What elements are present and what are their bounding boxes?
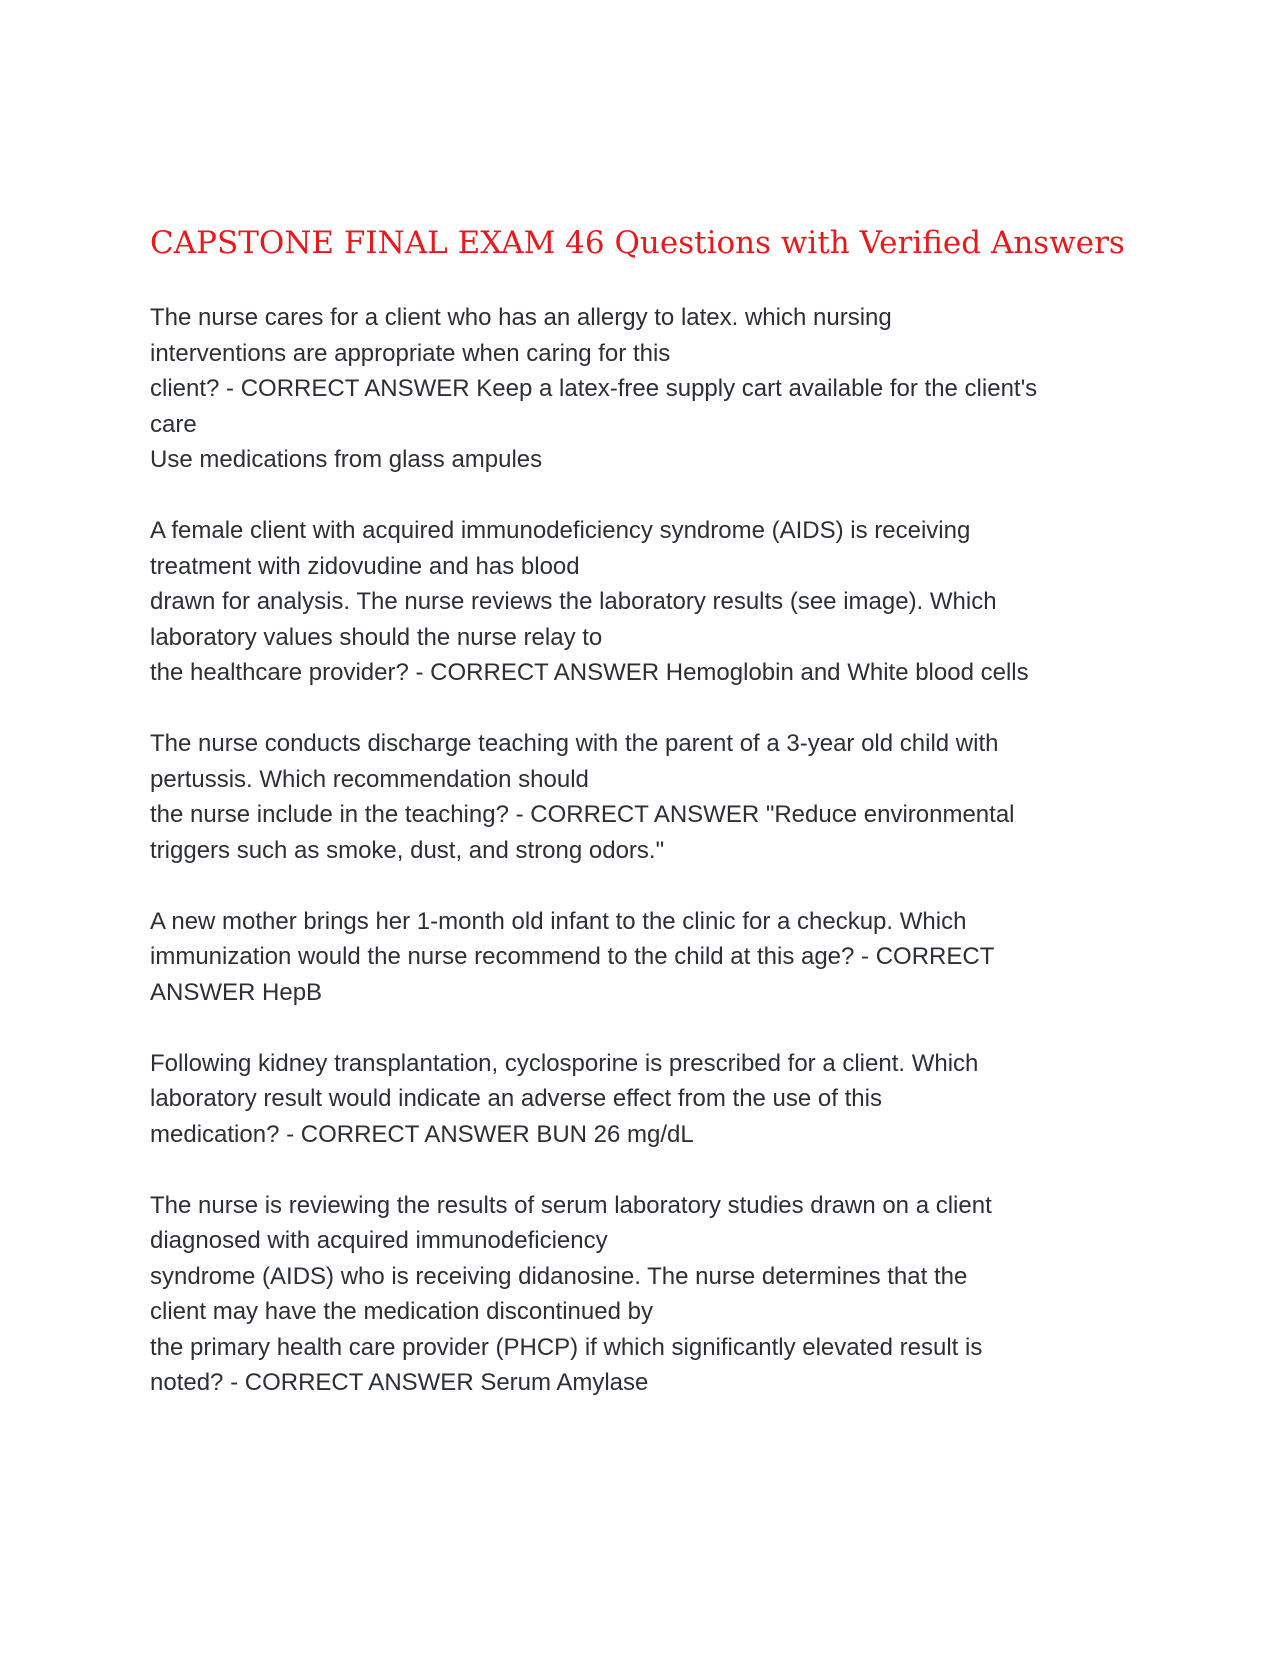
- question-line: treatment with zidovudine and has blood: [150, 552, 580, 580]
- question-line: laboratory values should the nurse relay to: [150, 623, 603, 651]
- question-line: interventions are appropriate when caring for this: [150, 339, 671, 367]
- question-line: immunization would the nurse recommend to the child at this age? - CORRECT: [150, 943, 995, 970]
- answer-line: Use medications from glass ampules: [150, 446, 543, 473]
- question-line: pertussis. Which recommendation should: [150, 765, 589, 793]
- document-body: [150, 300, 1130, 1436]
- question-line: client? - CORRECT ANSWER Keep a latex-free supply cart available for the client's: [150, 375, 1038, 402]
- answer-line: triggers such as smoke, dust, and strong odors.": [150, 836, 665, 864]
- answer-line: medication? - CORRECT ANSWER BUN 26 mg/dL: [150, 1120, 694, 1148]
- answer-line: noted? - CORRECT ANSWER Serum Amylase: [150, 1369, 649, 1396]
- document-title: CAPSTONE FINAL EXAM 46 Questions with Verified Answers: [150, 225, 1125, 261]
- answer-line: ANSWER HepB: [150, 978, 323, 1006]
- question-line: A new mother brings her 1-month old infant to the clinic for a checkup. Which: [150, 907, 967, 935]
- question-line: laboratory result would indicate an adverse effect from the use of this: [150, 1085, 882, 1112]
- question-line: diagnosed with acquired immunodeficiency: [150, 1227, 608, 1254]
- answer-line: the healthcare provider? - CORRECT ANSWER Hemoglobin and White blood cells: [150, 659, 1029, 686]
- question-answer-item: [150, 1046, 1130, 1153]
- answer-line: the nurse include in the teaching? - CORRECT ANSWER "Reduce environmental: [150, 801, 1015, 828]
- question-answer-item: [150, 904, 1130, 1011]
- answer-line: care: [150, 410, 197, 438]
- question-answer-item: [150, 726, 1130, 868]
- question-line: drawn for analysis. The nurse reviews the laboratory results (see image). Which: [150, 588, 997, 615]
- question-line: A female client with acquired immunodeficiency syndrome (AIDS) is receiving: [150, 517, 971, 544]
- question-answer-item: [150, 513, 1130, 691]
- question-line: The nurse is reviewing the results of serum laboratory studies drawn on a client: [150, 1191, 992, 1219]
- question-line: Following kidney transplantation, cyclosporine is prescribed for a client. Which: [150, 1049, 979, 1077]
- question-line: client may have the medication discontinued by: [150, 1298, 653, 1325]
- question-line: the primary health care provider (PHCP) if which significantly elevated result is: [150, 1333, 983, 1361]
- question-answer-item: [150, 300, 1130, 478]
- question-line: syndrome (AIDS) who is receiving didanosine. The nurse determines that the: [150, 1262, 968, 1290]
- question-line: The nurse cares for a client who has an allergy to latex. which nursing: [150, 304, 892, 331]
- question-line: The nurse conducts discharge teaching with the parent of a 3-year old child with: [150, 730, 999, 757]
- question-answer-item: [150, 1188, 1130, 1401]
